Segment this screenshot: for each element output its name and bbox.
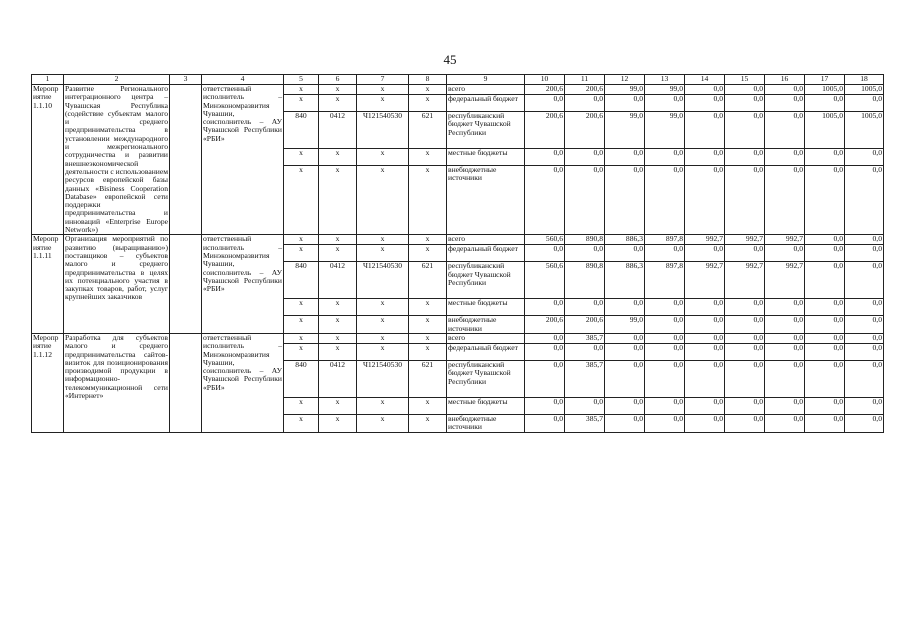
value-cell: 0,0 bbox=[565, 397, 605, 414]
value-cell: 0,0 bbox=[805, 397, 845, 414]
code-cell-c8: x bbox=[409, 333, 447, 343]
event-label-cell: Мероприятие 1.1.11 bbox=[32, 235, 64, 334]
table-row bbox=[32, 85, 884, 95]
funding-source-cell: республиканский бюджет Чувашской Республики bbox=[447, 262, 525, 299]
header-cell: 3 bbox=[170, 75, 202, 85]
value-cell: 0,0 bbox=[765, 343, 805, 360]
code-cell-c7: x bbox=[357, 85, 409, 95]
code-cell-c6: x bbox=[319, 149, 357, 166]
value-cell: 0,0 bbox=[805, 360, 845, 397]
code-cell-c7: Ч121540530 bbox=[357, 360, 409, 397]
value-cell: 0,0 bbox=[685, 112, 725, 149]
value-cell: 0,0 bbox=[725, 149, 765, 166]
header-cell: 14 bbox=[685, 75, 725, 85]
value-cell: 0,0 bbox=[765, 316, 805, 334]
value-cell: 1005,0 bbox=[845, 112, 884, 149]
header-cell: 12 bbox=[605, 75, 645, 85]
value-cell: 992,7 bbox=[765, 235, 805, 245]
value-cell: 0,0 bbox=[765, 245, 805, 262]
code-cell-c5: x bbox=[284, 343, 319, 360]
value-cell: 560,6 bbox=[525, 235, 565, 245]
value-cell: 0,0 bbox=[805, 245, 845, 262]
code-cell-c7: Ч121540530 bbox=[357, 262, 409, 299]
code-cell-c7: x bbox=[357, 245, 409, 262]
code-cell-c7: x bbox=[357, 299, 409, 316]
value-cell: 890,8 bbox=[565, 235, 605, 245]
executor-cell: ответственный исполнитель – Минэкономразвития Чувашии, соисполнитель – АУ Чувашской Республики «РБИ» bbox=[202, 235, 284, 334]
code-cell-c8: x bbox=[409, 85, 447, 95]
funding-source-cell: местные бюджеты bbox=[447, 149, 525, 166]
value-cell: 0,0 bbox=[565, 149, 605, 166]
code-cell-c8: x bbox=[409, 245, 447, 262]
header-cell: 16 bbox=[765, 75, 805, 85]
code-cell-c5: x bbox=[284, 95, 319, 112]
value-cell: 0,0 bbox=[605, 360, 645, 397]
value-cell: 99,0 bbox=[605, 112, 645, 149]
value-cell: 0,0 bbox=[725, 414, 765, 432]
value-cell: 0,0 bbox=[725, 343, 765, 360]
table-row bbox=[32, 333, 884, 343]
value-cell: 0,0 bbox=[845, 316, 884, 334]
value-cell: 0,0 bbox=[845, 360, 884, 397]
code-cell-c6: 0412 bbox=[319, 262, 357, 299]
code-cell-c8: 621 bbox=[409, 360, 447, 397]
code-cell-c5: x bbox=[284, 166, 319, 235]
code-cell-c8: x bbox=[409, 397, 447, 414]
event-label-cell: Мероприятие 1.1.12 bbox=[32, 333, 64, 432]
code-cell-c5: 840 bbox=[284, 112, 319, 149]
code-cell-c7: Ч121540530 bbox=[357, 112, 409, 149]
value-cell: 0,0 bbox=[685, 414, 725, 432]
value-cell: 0,0 bbox=[765, 360, 805, 397]
value-cell: 0,0 bbox=[565, 166, 605, 235]
value-cell: 0,0 bbox=[845, 235, 884, 245]
value-cell: 0,0 bbox=[565, 95, 605, 112]
code-cell-c5: x bbox=[284, 299, 319, 316]
value-cell: 1005,0 bbox=[845, 85, 884, 95]
value-cell: 0,0 bbox=[525, 149, 565, 166]
value-cell: 0,0 bbox=[685, 343, 725, 360]
value-cell: 992,7 bbox=[725, 235, 765, 245]
event-name-cell: Развитие Регионального интеграционного центра – Чувашская Республика (содействие субъектам малого и среднего предпринимательства в установлении международного и межрегионального сотрудничества и развитии внешнеэкономической деятельности с использованием ресурсов европейской базы данных «Bisiness Cooperation Database» европейской сети поддержки предпринимательства и инноваций «Enterprise Europe Network») bbox=[65, 84, 168, 235]
funding-source-cell: внебюджетные источники bbox=[447, 414, 525, 432]
value-cell: 0,0 bbox=[525, 245, 565, 262]
value-cell: 99,0 bbox=[645, 112, 685, 149]
value-cell: 0,0 bbox=[725, 85, 765, 95]
value-cell: 0,0 bbox=[605, 95, 645, 112]
value-cell: 992,7 bbox=[685, 235, 725, 245]
code-cell-c6: x bbox=[319, 235, 357, 245]
code-cell-c5: x bbox=[284, 414, 319, 432]
value-cell: 0,0 bbox=[645, 333, 685, 343]
value-cell: 385,7 bbox=[565, 414, 605, 432]
value-cell: 385,7 bbox=[565, 333, 605, 343]
value-cell: 385,7 bbox=[565, 360, 605, 397]
value-cell: 0,0 bbox=[765, 95, 805, 112]
code-cell-c8: x bbox=[409, 95, 447, 112]
header-cell: 6 bbox=[319, 75, 357, 85]
code-cell-c5: 840 bbox=[284, 262, 319, 299]
value-cell: 200,6 bbox=[565, 112, 605, 149]
code-cell-c7: x bbox=[357, 149, 409, 166]
value-cell: 992,7 bbox=[765, 262, 805, 299]
code-cell-c7: x bbox=[357, 235, 409, 245]
code-cell-c8: x bbox=[409, 235, 447, 245]
code-cell-c6: x bbox=[319, 316, 357, 334]
header-cell: 15 bbox=[725, 75, 765, 85]
value-cell: 0,0 bbox=[565, 343, 605, 360]
value-cell: 0,0 bbox=[765, 333, 805, 343]
value-cell: 0,0 bbox=[845, 343, 884, 360]
value-cell: 886,3 bbox=[605, 262, 645, 299]
value-cell: 0,0 bbox=[645, 343, 685, 360]
value-cell: 0,0 bbox=[685, 333, 725, 343]
value-cell: 0,0 bbox=[525, 414, 565, 432]
value-cell: 897,8 bbox=[645, 235, 685, 245]
code-cell-c8: x bbox=[409, 343, 447, 360]
value-cell: 200,6 bbox=[525, 112, 565, 149]
code-cell-c8: x bbox=[409, 166, 447, 235]
value-cell: 0,0 bbox=[645, 360, 685, 397]
event-name-cell: Организация мероприятий по развитию (выращиванию») поставщиков – субъектов малого и среднего предпринимательства в целях их потенциального участия в закупках товаров, работ, услуг крупнейших заказчиков bbox=[64, 235, 170, 334]
code-cell-c6: x bbox=[319, 397, 357, 414]
funding-source-cell: всего bbox=[447, 333, 525, 343]
value-cell: 0,0 bbox=[525, 343, 565, 360]
value-cell: 0,0 bbox=[645, 149, 685, 166]
value-cell: 0,0 bbox=[725, 316, 765, 334]
value-cell: 0,0 bbox=[685, 316, 725, 334]
executor-cell: ответственный исполнитель – Минэкономразвития Чувашии, соисполнитель – АУ Чувашской Республики «РБИ» bbox=[202, 85, 284, 235]
result-cell bbox=[170, 85, 202, 235]
value-cell: 99,0 bbox=[645, 85, 685, 95]
funding-source-cell: местные бюджеты bbox=[447, 299, 525, 316]
value-cell: 0,0 bbox=[565, 299, 605, 316]
header-cell: 9 bbox=[447, 75, 525, 85]
code-cell-c6: x bbox=[319, 343, 357, 360]
value-cell: 0,0 bbox=[765, 397, 805, 414]
value-cell: 0,0 bbox=[765, 414, 805, 432]
value-cell: 0,0 bbox=[685, 166, 725, 235]
header-cell: 18 bbox=[845, 75, 884, 85]
value-cell: 99,0 bbox=[605, 85, 645, 95]
code-cell-c6: x bbox=[319, 333, 357, 343]
page-number: 45 bbox=[443, 52, 457, 67]
value-cell: 0,0 bbox=[805, 333, 845, 343]
value-cell: 0,0 bbox=[765, 299, 805, 316]
code-cell-c7: x bbox=[357, 397, 409, 414]
value-cell: 0,0 bbox=[805, 316, 845, 334]
value-cell: 0,0 bbox=[525, 95, 565, 112]
value-cell: 0,0 bbox=[525, 360, 565, 397]
value-cell: 0,0 bbox=[685, 149, 725, 166]
value-cell: 0,0 bbox=[605, 343, 645, 360]
value-cell: 0,0 bbox=[845, 245, 884, 262]
value-cell: 0,0 bbox=[645, 414, 685, 432]
value-cell: 0,0 bbox=[845, 166, 884, 235]
value-cell: 0,0 bbox=[605, 299, 645, 316]
code-cell-c5: x bbox=[284, 316, 319, 334]
value-cell: 0,0 bbox=[725, 166, 765, 235]
code-cell-c5: 840 bbox=[284, 360, 319, 397]
funding-source-cell: республиканский бюджет Чувашской Республики bbox=[447, 360, 525, 397]
value-cell: 1005,0 bbox=[805, 85, 845, 95]
funding-source-cell: местные бюджеты bbox=[447, 397, 525, 414]
value-cell: 0,0 bbox=[725, 245, 765, 262]
value-cell: 0,0 bbox=[805, 262, 845, 299]
code-cell-c6: x bbox=[319, 85, 357, 95]
value-cell: 0,0 bbox=[845, 414, 884, 432]
value-cell: 200,6 bbox=[565, 85, 605, 95]
value-cell: 0,0 bbox=[845, 95, 884, 112]
result-cell bbox=[170, 235, 202, 334]
value-cell: 0,0 bbox=[765, 149, 805, 166]
value-cell: 0,0 bbox=[645, 245, 685, 262]
code-cell-c7: x bbox=[357, 95, 409, 112]
code-cell-c7: x bbox=[357, 316, 409, 334]
value-cell: 992,7 bbox=[685, 262, 725, 299]
funding-source-cell: всего bbox=[447, 85, 525, 95]
code-cell-c5: x bbox=[284, 397, 319, 414]
code-cell-c8: x bbox=[409, 414, 447, 432]
value-cell: 200,6 bbox=[525, 85, 565, 95]
code-cell-c6: 0412 bbox=[319, 360, 357, 397]
funding-source-cell: федеральный бюджет bbox=[447, 95, 525, 112]
header-cell: 4 bbox=[202, 75, 284, 85]
value-cell: 0,0 bbox=[605, 149, 645, 166]
table-header-row bbox=[32, 75, 884, 85]
value-cell: 0,0 bbox=[685, 95, 725, 112]
code-cell-c8: x bbox=[409, 149, 447, 166]
code-cell-c5: x bbox=[284, 245, 319, 262]
funding-source-cell: внебюджетные источники bbox=[447, 316, 525, 334]
value-cell: 0,0 bbox=[725, 95, 765, 112]
funding-source-cell: федеральный бюджет bbox=[447, 245, 525, 262]
value-cell: 0,0 bbox=[645, 316, 685, 334]
header-cell: 17 bbox=[805, 75, 845, 85]
value-cell: 0,0 bbox=[845, 333, 884, 343]
header-cell: 1 bbox=[32, 75, 64, 85]
value-cell: 99,0 bbox=[605, 316, 645, 334]
value-cell: 0,0 bbox=[685, 397, 725, 414]
value-cell: 0,0 bbox=[525, 299, 565, 316]
table-row bbox=[32, 235, 884, 245]
code-cell-c8: x bbox=[409, 299, 447, 316]
code-cell-c6: 0412 bbox=[319, 112, 357, 149]
header-cell: 10 bbox=[525, 75, 565, 85]
value-cell: 0,0 bbox=[845, 262, 884, 299]
value-cell: 0,0 bbox=[685, 299, 725, 316]
value-cell: 897,8 bbox=[645, 262, 685, 299]
value-cell: 890,8 bbox=[565, 262, 605, 299]
value-cell: 0,0 bbox=[805, 149, 845, 166]
value-cell: 0,0 bbox=[605, 333, 645, 343]
value-cell: 0,0 bbox=[805, 166, 845, 235]
funding-source-cell: федеральный бюджет bbox=[447, 343, 525, 360]
value-cell: 0,0 bbox=[845, 397, 884, 414]
value-cell: 0,0 bbox=[725, 360, 765, 397]
value-cell: 0,0 bbox=[805, 235, 845, 245]
value-cell: 560,6 bbox=[525, 262, 565, 299]
value-cell: 0,0 bbox=[525, 166, 565, 235]
header-cell: 7 bbox=[357, 75, 409, 85]
result-cell bbox=[170, 333, 202, 432]
value-cell: 0,0 bbox=[525, 397, 565, 414]
header-cell: 11 bbox=[565, 75, 605, 85]
value-cell: 0,0 bbox=[805, 95, 845, 112]
header-cell: 8 bbox=[409, 75, 447, 85]
value-cell: 0,0 bbox=[605, 414, 645, 432]
value-cell: 0,0 bbox=[765, 166, 805, 235]
value-cell: 886,3 bbox=[605, 235, 645, 245]
value-cell: 0,0 bbox=[645, 166, 685, 235]
value-cell: 200,6 bbox=[565, 316, 605, 334]
value-cell: 0,0 bbox=[845, 149, 884, 166]
header-cell: 5 bbox=[284, 75, 319, 85]
code-cell-c7: x bbox=[357, 166, 409, 235]
value-cell: 0,0 bbox=[565, 245, 605, 262]
value-cell: 0,0 bbox=[725, 299, 765, 316]
funding-source-cell: внебюджетные источники bbox=[447, 166, 525, 235]
funding-source-cell: республиканский бюджет Чувашской Республики bbox=[447, 112, 525, 149]
code-cell-c6: x bbox=[319, 245, 357, 262]
code-cell-c7: x bbox=[357, 414, 409, 432]
code-cell-c8: 621 bbox=[409, 112, 447, 149]
value-cell: 0,0 bbox=[685, 360, 725, 397]
value-cell: 0,0 bbox=[725, 333, 765, 343]
funding-source-cell: всего bbox=[447, 235, 525, 245]
code-cell-c5: x bbox=[284, 85, 319, 95]
value-cell: 0,0 bbox=[685, 85, 725, 95]
header-cell: 2 bbox=[64, 75, 170, 85]
code-cell-c5: x bbox=[284, 235, 319, 245]
value-cell: 200,6 bbox=[525, 316, 565, 334]
value-cell: 0,0 bbox=[805, 343, 845, 360]
value-cell: 0,0 bbox=[605, 166, 645, 235]
code-cell-c6: x bbox=[319, 299, 357, 316]
value-cell: 0,0 bbox=[725, 397, 765, 414]
event-name-cell: Разработка для субъектов малого и среднего предпринимательства сайтов-визиток для позиционирования производимой продукции в информационно-телекоммуникационной сети «Интернет» bbox=[64, 333, 170, 432]
value-cell: 0,0 bbox=[645, 95, 685, 112]
value-cell: 0,0 bbox=[685, 245, 725, 262]
code-cell-c5: x bbox=[284, 333, 319, 343]
value-cell: 0,0 bbox=[765, 85, 805, 95]
code-cell-c5: x bbox=[284, 149, 319, 166]
value-cell: 0,0 bbox=[645, 397, 685, 414]
value-cell: 0,0 bbox=[605, 245, 645, 262]
value-cell: 0,0 bbox=[605, 397, 645, 414]
code-cell-c6: x bbox=[319, 414, 357, 432]
value-cell: 992,7 bbox=[725, 262, 765, 299]
event-label-cell: Мероприятие 1.1.10 bbox=[32, 85, 64, 235]
value-cell: 0,0 bbox=[525, 333, 565, 343]
executor-cell: ответственный исполнитель – Минэкономразвития Чувашии, соисполнитель – АУ Чувашской Республики «РБИ» bbox=[202, 333, 284, 432]
code-cell-c7: x bbox=[357, 343, 409, 360]
value-cell: 1005,0 bbox=[805, 112, 845, 149]
code-cell-c7: x bbox=[357, 333, 409, 343]
value-cell: 0,0 bbox=[805, 414, 845, 432]
code-cell-c8: x bbox=[409, 316, 447, 334]
value-cell: 0,0 bbox=[725, 112, 765, 149]
code-cell-c6: x bbox=[319, 166, 357, 235]
code-cell-c8: 621 bbox=[409, 262, 447, 299]
budget-table bbox=[31, 74, 884, 433]
code-cell-c6: x bbox=[319, 95, 357, 112]
header-cell: 13 bbox=[645, 75, 685, 85]
value-cell: 0,0 bbox=[765, 112, 805, 149]
value-cell: 0,0 bbox=[845, 299, 884, 316]
value-cell: 0,0 bbox=[645, 299, 685, 316]
value-cell: 0,0 bbox=[805, 299, 845, 316]
